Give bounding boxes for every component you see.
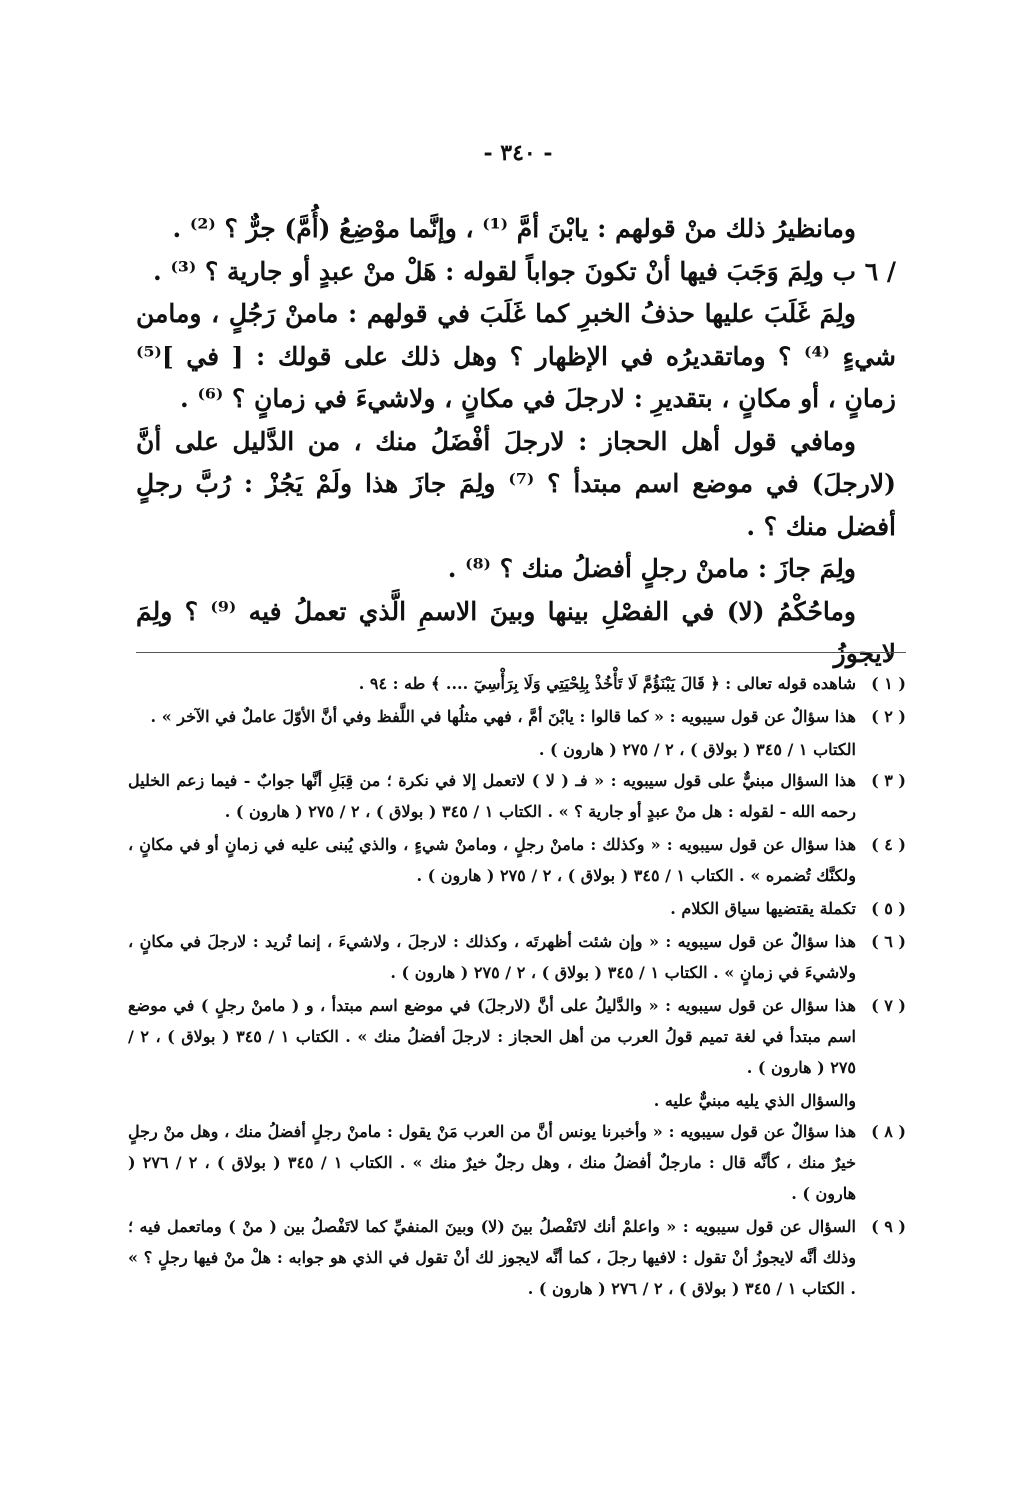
footnotes: [128, 668, 906, 1306]
main-paragraph: وماحُكْمُ (لا) في الفصْلِ بينها وبينَ الاسمِ الَّذي تعملُ فيه ⁽⁹⁾ ؟ ولِمَ لايجوزُ: [136, 596, 896, 668]
footnote-item: [128, 893, 906, 924]
footnote-item: [128, 1211, 906, 1304]
footnote-continuation: والسؤال الذي يليه مبنيٌّ عليه .: [653, 1091, 856, 1110]
footnote-number: ( ٩ ): [871, 1217, 906, 1236]
footnote-number: ( ٧ ): [871, 996, 906, 1015]
footnote-text: هذا السؤال مبنيٌّ على قول سيبويه : « فـ ( لا ) لاتعمل إلا في نكرة ؛ من قِبَلِ أنَّها جوابٌ - فيما زعم الخليل رحمه الله - لقوله : هل منْ عبدٍ أو جارية ؟ » . الكتاب ١ / ٣٤٥ ( بولاق ) ، ٢ / ٢٧٥ ( هارون ) .: [128, 771, 856, 821]
footnote-number: ( ٥ ): [871, 899, 906, 918]
page-number: - ٣٤٠ -: [483, 140, 553, 166]
main-paragraph: ولِمَ جازَ : مامنْ رجلٍ أفضلُ منك ؟ ⁽⁸⁾ .: [447, 554, 856, 583]
main-paragraph: ومافي قول أهل الحجاز : لارجلَ أفْضَلُ منك ، من الدَّليل على أنَّ (لارجلَ) في موضع اسم مبتدأ ؟ ⁽⁷⁾ ولِمَ جازَ هذا ولَمْ يَجُزْ : رُبَّ رجلٍ أفضل منك ؟ .: [136, 426, 896, 541]
main-text-body: [136, 208, 896, 676]
footnote-text: السؤال عن قول سيبويه : « واعلمْ أنك لاتَفْصلُ بينَ (لا) وبينَ المنفيِّ كما لاتَفْصلُ بين ( منْ ) وماتعمل فيه ؛ وذلك أنَّه لايجوزُ أنْ تقول : لافيها رجلَ ، كما أنَّه لايجوز لك أنْ تقول في الذي هو جوابه : هلْ منْ فيها رجلٍ ؟ » . الكتاب ١ / ٣٤٥ ( بولاق ) ، ٢ / ٢٧٦ ( هارون ) .: [128, 1217, 856, 1298]
footnote-text: هذا سؤالٌ عن قول سيبويه : « كما قالوا : يابْنَ أمَّ ، فهي مثلُها في اللَّفظ وفي أنَّ الأوّلَ عاملٌ في الآخر » .: [150, 707, 856, 726]
footnote-text: هذا سؤال عن قول سيبويه : « والدَّليلُ على أنَّ (لارجلَ) في موضع اسم مبتدأ ، و ( مامنْ رجلٍ ) في موضع اسم مبتدأ في لغة تميم قولُ العرب من أهل الحجاز : لارجلَ أفضلُ منك » . الكتاب ١ / ٣٤٥ ( بولاق ) ، ٢ / ٢٧٥ ( هارون ) .: [128, 996, 857, 1077]
main-paragraph: ومانظيرُ ذلك منْ قولهم : يابْنَ أمَّ ⁽¹⁾ ، وإنَّما موْضِعُ (أُمَّ) جرٌّ ؟ ⁽²⁾ .: [172, 214, 856, 243]
footnote-item: [128, 701, 906, 732]
footnote-number: ( ٣ ): [871, 771, 906, 790]
footnote-continuation: الكتاب ١ / ٣٤٥ ( بولاق ) ، ٢ / ٢٧٥ ( هارون ) .: [538, 740, 856, 759]
footnote-item: [128, 829, 906, 891]
footnote-text: هذا سؤالٌ عن قول سيبويه : « وأخبرنا يونس أنَّ من العرب مَنْ يقول : مامنْ رجلٍ أفضلُ منك ، وهل منْ رجلٍ خيرٌ منك ، كأنَّه قال : مارجلٌ أفضلُ منك ، وهل رجلٌ خيرٌ منك » . الكتاب ١ / ٣٤٥ ( بولاق ) ، ٢ / ٢٧٦ ( هارون ) .: [128, 1122, 857, 1203]
footnote-text: تكملة يقتضيها سياق الكلام .: [670, 899, 856, 918]
footnote-item: [128, 1116, 906, 1209]
footnote-text: هذا سؤال عن قول سيبويه : « وكذلك : مامنْ رجلٍ ، ومامنْ شيءٍ ، والذي يُبنى عليه في زمانٍ أو في مكانٍ ، ولكنَّك تُضمره » . الكتاب ١ / ٣٤٥ ( بولاق ) ، ٢ / ٢٧٥ ( هارون ) .: [128, 835, 856, 885]
footnote-number: ( ١ ): [871, 674, 906, 693]
footnote-item: [128, 765, 906, 827]
footnote-text: هذا سؤالٌ عن قول سيبويه : « وإن شئت أظهرتَه ، وكذلك : لارجلَ ، ولاشيءَ ، إنما تُريد : لارجلَ في مكانٍ ، ولاشيءَ في زمانٍ » . الكتاب ١ / ٣٤٥ ( بولاق ) ، ٢ / ٢٧٥ ( هارون ) .: [128, 932, 856, 982]
footnote-item: [128, 926, 906, 988]
main-paragraph: ولِمَ غَلَبَ عليها حذفُ الخبرِ كما غَلَبَ في قولهم : مامنْ رَجُلٍ ، ومامن شيءٍ ⁽⁴⁾ ؟ وماتقديرُه في الإظهار ؟ وهل ذلك على قولك : [ في ]⁽⁵⁾ زمانٍ ، أو مكانٍ ، بتقديرِ : لارجلَ في مكانٍ ، ولاشيءَ في زمانٍ ؟ ⁽⁶⁾ .: [136, 299, 896, 413]
footnote-number: ( ٨ ): [871, 1122, 906, 1141]
footnote-item: [128, 990, 906, 1083]
main-paragraph: / ٦ ب ولِمَ وَجَبَ فيها أنْ تكونَ جواباً لقوله : هَلْ منْ عبدٍ أو جارية ؟ ⁽³⁾ .: [153, 256, 896, 286]
footnote-text: شاهده قوله تعالى : ﴿ قَالَ يَبْنَؤُمَّ لَا تَأْخُذْ بِلِحْيَتِي وَلَا بِرَأْسِيٓ .... ﴾ طه : ٩٤ .: [358, 674, 856, 693]
footnote-number: ( ٤ ): [871, 835, 906, 854]
footnote-separator: [136, 652, 906, 653]
footnote-number: ( ٦ ): [871, 932, 906, 951]
footnote-item: [128, 668, 906, 699]
footnote-number: ( ٢ ): [871, 707, 906, 726]
